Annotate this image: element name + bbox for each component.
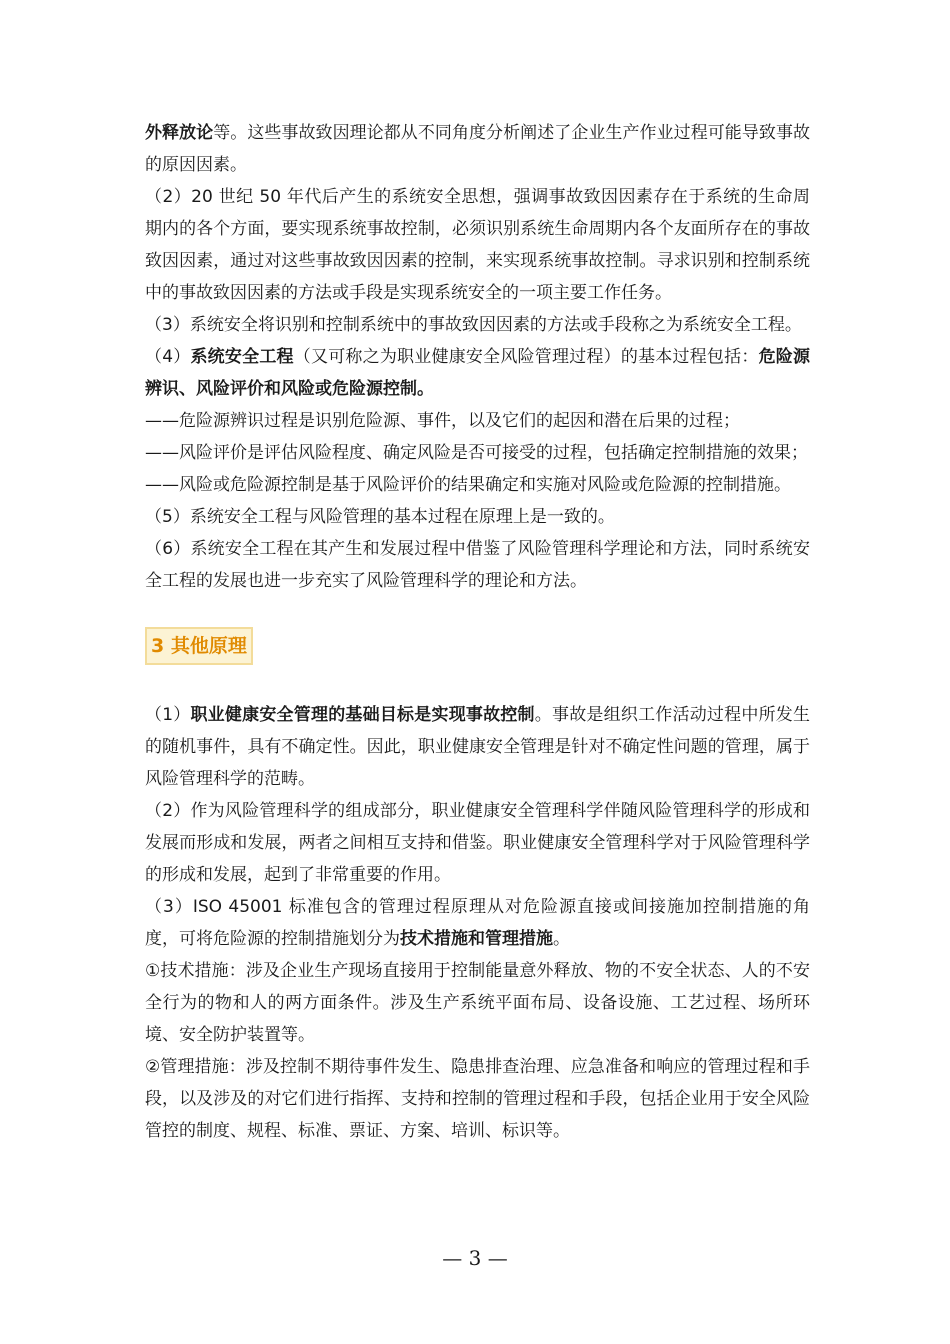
dash-item: ——危险源辨识过程是识别危险源、事件，以及它们的起因和潜在后果的过程； [145,411,740,431]
bold-text: 危险源辨识、风险评价和风险或危险源控制。 [145,347,811,399]
paragraph: 外释放论等。这些事故致因理论都从不同角度分析阐述了企业生产作业过程可能导致事故的原因因素。 [145,123,811,175]
paragraph: （2）作为风险管理科学的组成部分，职业健康安全管理科学伴随风险管理科学的形成和发展而形成和发展，两者之间相互支持和借鉴。职业健康安全管理科学对于风险管理科学的形成和发展，起到了非常重要的作用。 [145,801,810,885]
section-heading-wrap [145,627,810,669]
section-heading: 3 其他原理 [145,627,253,665]
bold-text: 系统安全工程 [190,347,294,367]
list-item: ①技术措施：涉及企业生产现场直接用于控制能量意外释放、物的不安全状态、人的不安全行为的物和人的两方面条件。涉及生产系统平面布局、设备设施、工艺过程、场所环境、安全防护装置等。 [145,961,810,1045]
paragraph: （2）20 世纪 50 年代后产生的系统安全思想，强调事故致因因素存在于系统的生命周期内的各个方面，要实现系统事故控制，必须识别系统生命周期内各个友面所存在的事故致因因素，通过对这些事故致因因素的控制，来实现系统事故控制。寻求识别和控制系统中的事故致因因素的方法或手段是实现系统安全的一项主要工作任务。 [145,187,810,303]
paragraph: （1）职业健康安全管理的基础目标是实现事故控制。事故是组织工作活动过程中所发生的随机事件，具有不确定性。因此，职业健康安全管理是针对不确定性问题的管理，属于风险管理科学的范畴。 [145,705,811,789]
page-number: — 3 — [442,1246,508,1270]
bold-text: 职业健康安全管理的基础目标是实现事故控制 [190,705,535,725]
paragraph: （5）系统安全工程与风险管理的基本过程在原理上是一致的。 [145,507,615,527]
paragraph: （3）系统安全将识别和控制系统中的事故致因因素的方法或手段称之为系统安全工程。 [145,315,802,335]
paragraph: （3）ISO 45001 标准包含的管理过程原理从对危险源直接或间接施加控制措施的角度，可将危险源的控制措施划分为技术措施和管理措施。 [145,897,810,949]
paragraph: （6）系统安全工程在其产生和发展过程中借鉴了风险管理科学理论和方法，同时系统安全工程的发展也进一步充实了风险管理科学的理论和方法。 [145,539,810,591]
document-body [145,117,810,1147]
bold-text: 外释放论 [145,123,214,143]
paragraph: （4）系统安全工程（又可称之为职业健康安全风险管理过程）的基本过程包括：危险源辨识、风险评价和风险或危险源控制。 [145,347,811,399]
list-item: ②管理措施：涉及控制不期待事件发生、隐患排查治理、应急准备和响应的管理过程和手段，以及涉及的对它们进行指挥、支持和控制的管理过程和手段，包括企业用于安全风险管控的制度、规程、标准、票证、方案、培训、标识等。 [145,1057,810,1141]
dash-item: ——风险或危险源控制是基于风险评价的结果确定和实施对风险或危险源的控制措施。 [145,475,791,495]
bold-text: 技术措施和管理措施 [400,929,553,949]
dash-item: ——风险评价是评估风险程度、确定风险是否可接受的过程，包括确定控制措施的效果； [145,443,808,463]
